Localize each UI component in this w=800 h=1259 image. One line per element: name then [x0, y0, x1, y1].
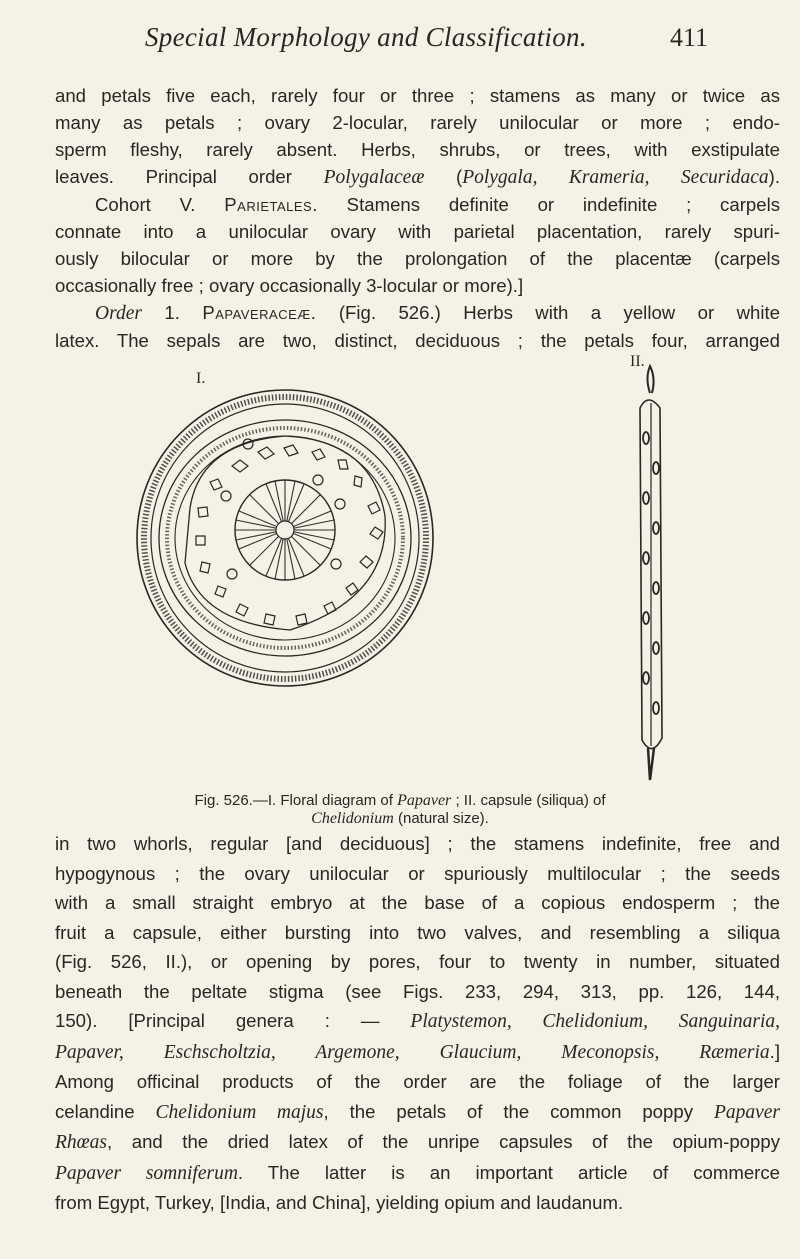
text-line: hypogynous ; the ovary unilocular or spuriously multilocular ; the seeds	[55, 862, 780, 884]
paragraph-top	[55, 82, 780, 354]
genera-list: Polygala, Krameria, Securidaca	[462, 167, 769, 188]
floral-diagram-papaver	[137, 390, 433, 686]
text-line: Cohort V. Parietales. Stamens definite or indefinite ; carpels	[95, 194, 780, 215]
text-line: connate into a unilocular ovary with parietal placentation, rarely spuri-	[55, 221, 780, 242]
siliqua-chelidonium	[640, 366, 662, 780]
text-line: (Fig. 526, II.), or opening by pores, four to twenty in number, situated	[55, 951, 780, 972]
text-line: occasionally free ; ovary occasionally 3-locular or more).]	[55, 275, 524, 296]
cohort-name: Parietales.	[224, 194, 318, 215]
text-line: from Egypt, Turkey, [India, and China], yielding opium and laudanum.	[55, 1192, 624, 1213]
figure-drawing	[0, 348, 800, 818]
text-line: and petals five each, rarely four or three ; stamens as many or twice as	[55, 85, 780, 106]
text-line: latex. The sepals are two, distinct, deciduous ; the petals four, arranged	[55, 330, 780, 351]
text-line: ously bilocular or more by the prolongation of the placentæ (carpels	[55, 248, 780, 269]
genera-list: Papaver, Eschscholtzia, Argemone, Glaucium, Meconopsis, Ræmeria	[55, 1041, 770, 1063]
text-line: leaves. Principal order Polygalaceæ (Polygala, Krameria, Securidaca).	[55, 166, 780, 188]
order-name: Polygalaceæ	[323, 167, 425, 188]
text-line: sperm fleshy, rarely absent. Herbs, shrubs, or trees, with exstipulate	[55, 139, 780, 160]
caption-line: Chelidonium (natural size).	[311, 810, 489, 827]
text-line: 150). [Principal genera : — Platystemon, Chelidonium, Sanguinaria,	[55, 1010, 780, 1032]
figure-526	[0, 348, 800, 818]
figure-caption	[0, 792, 800, 828]
text-line: Rhœas, and the dried latex of the unripe capsules of the opium-poppy	[55, 1131, 780, 1153]
figure-label-ii: II.	[630, 353, 645, 370]
text-line: many as petals ; ovary 2-locular, rarely unilocular or more ; endo-	[55, 112, 780, 133]
text-line: beneath the peltate stigma (see Figs. 233, 294, 313, pp. 126, 144,	[55, 980, 780, 1002]
text-line: Among officinal products of the order are the foliage of the larger	[55, 1071, 780, 1092]
text-line: Papaver, Eschscholtzia, Argemone, Glaucium, Meconopsis, Ræmeria.]	[55, 1040, 780, 1063]
text-line: Papaver somniferum. The latter is an important article of commerce	[55, 1161, 780, 1184]
text-line: fruit a capsule, either bursting into two valves, and resembling a siliqua	[55, 921, 780, 943]
caption-line: Fig. 526.—I. Floral diagram of Papaver ; II. capsule (siliqua) of	[194, 792, 606, 809]
page-number: 411	[670, 23, 709, 52]
running-title: Special Morphology and Classification.	[145, 22, 587, 52]
text-line: Order 1. Papaveraceæ. (Fig. 526.) Herbs with a yellow or white	[95, 302, 780, 324]
text-line: celandine Chelidonium majus, the petals of the common poppy Papaver	[55, 1100, 780, 1123]
paragraph-bottom	[55, 829, 780, 1218]
figure-label-i: I.	[196, 370, 206, 387]
order-title: Papaveraceæ.	[202, 302, 317, 323]
text-line: in two whorls, regular [and deciduous] ; the stamens indefinite, free and	[55, 833, 780, 854]
page-header	[0, 18, 800, 58]
genera-list: Platystemon, Chelidonium, Sanguinaria,	[410, 1011, 780, 1032]
text-line: with a small straight embryo at the base of a copious endosperm ; the	[55, 892, 780, 913]
